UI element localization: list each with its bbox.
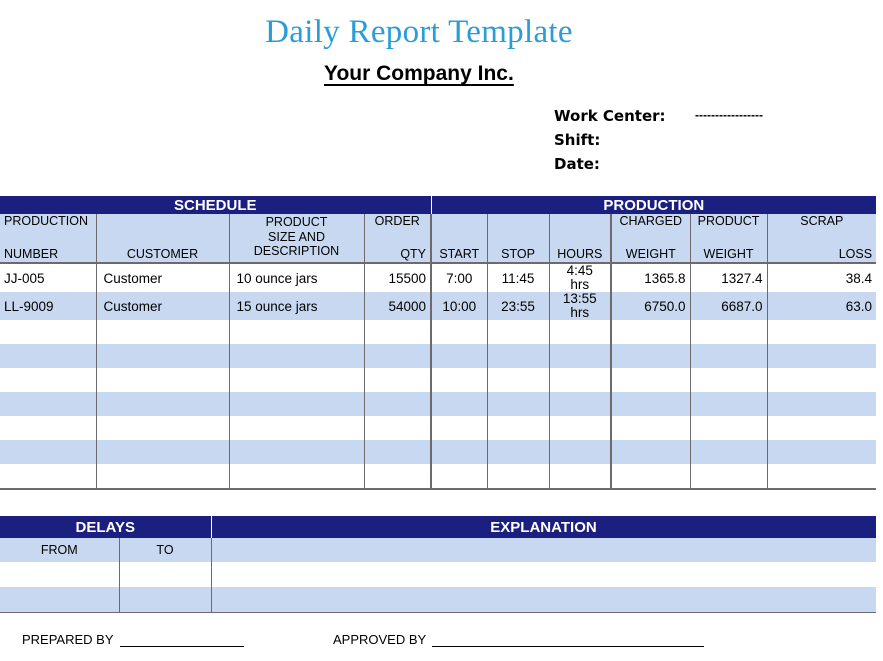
empty-cell[interactable] [96,440,229,464]
empty-cell[interactable] [229,344,364,368]
delay-from-cell[interactable] [0,562,119,587]
empty-cell[interactable] [767,440,876,464]
work-center-label: Work Center: [554,107,666,125]
cell-customer[interactable]: Customer [96,263,229,292]
cell-start[interactable]: 7:00 [431,263,487,292]
cell-scrap-loss[interactable]: 38.4 [767,263,876,292]
header-customer-label: CUSTOMER [126,247,199,261]
empty-cell[interactable] [549,368,611,392]
header-stop [487,214,549,263]
empty-cell[interactable] [431,464,487,489]
header-from: FROM [0,538,119,562]
empty-cell[interactable] [431,416,487,440]
empty-cell[interactable] [487,368,549,392]
cell-scrap-loss[interactable]: 63.0 [767,292,876,320]
empty-cell[interactable] [767,464,876,489]
production-section-header: PRODUCTION [431,196,876,214]
empty-cell[interactable] [767,416,876,440]
empty-cell[interactable] [487,416,549,440]
header-charged-weight-line2: WEIGHT [625,247,676,261]
empty-cell[interactable] [690,440,767,464]
empty-cell[interactable] [549,320,611,344]
empty-cell[interactable] [96,392,229,416]
empty-cell[interactable] [431,368,487,392]
cell-production-number[interactable]: JJ-005 [0,263,96,292]
empty-cell[interactable] [767,392,876,416]
header-product-line1: PRODUCT [265,215,328,229]
header-product-weight [690,214,767,263]
empty-cell[interactable] [431,344,487,368]
empty-row [0,392,876,416]
empty-cell[interactable] [96,464,229,489]
empty-cell[interactable] [549,464,611,489]
empty-cell[interactable] [229,320,364,344]
empty-cell[interactable] [611,320,690,344]
cell-customer[interactable]: Customer [96,292,229,320]
delays-section-header: DELAYS [0,516,211,538]
header-product-line3: DESCRIPTION [253,244,340,258]
empty-cell[interactable] [487,440,549,464]
empty-cell[interactable] [549,416,611,440]
empty-cell[interactable] [96,344,229,368]
cell-hours-value: 4:45 [566,263,593,278]
empty-cell[interactable] [96,368,229,392]
empty-cell[interactable] [611,368,690,392]
header-scrap-loss-line1: SCRAP [800,214,844,228]
header-charged-weight [611,214,690,263]
header-product-weight-line2: WEIGHT [703,247,754,261]
empty-cell[interactable] [690,344,767,368]
delay-to-cell[interactable] [119,587,211,613]
cell-hours[interactable] [549,292,611,320]
empty-cell[interactable] [487,344,549,368]
empty-cell[interactable] [229,368,364,392]
empty-cell[interactable] [611,344,690,368]
cell-production-number[interactable]: LL-9009 [0,292,96,320]
cell-product[interactable]: 10 ounce jars [229,263,364,292]
empty-cell[interactable] [364,368,431,392]
empty-cell[interactable] [767,344,876,368]
prepared-by [22,632,244,647]
empty-cell[interactable] [431,320,487,344]
header-stop-label: STOP [501,247,535,261]
empty-row [0,440,876,464]
prepared-by-label: PREPARED BY [22,632,114,647]
header-hours-label: HOURS [557,247,603,261]
delay-row [0,562,876,587]
empty-cell[interactable] [364,392,431,416]
header-to: TO [119,538,211,562]
delays-table [0,516,877,613]
empty-row [0,368,876,392]
empty-cell[interactable] [431,392,487,416]
production-schedule-table [0,196,876,490]
cell-product-weight[interactable]: 1327.4 [690,263,767,292]
empty-cell[interactable] [229,440,364,464]
report-title: Daily Report Template [265,14,573,50]
empty-cell[interactable] [0,464,96,489]
table-row [0,292,876,320]
prepared-by-signature-line[interactable] [120,646,244,647]
header-order-qty [364,214,431,263]
header-production-number-line1: PRODUCTION [4,214,89,228]
cell-order-qty[interactable]: 15500 [364,263,431,292]
approved-by-signature-line[interactable] [432,646,704,647]
empty-cell[interactable] [690,392,767,416]
empty-cell[interactable] [0,344,96,368]
empty-cell[interactable] [487,464,549,489]
explanation-section-header: EXPLANATION [211,516,876,538]
cell-product-weight[interactable]: 6687.0 [690,292,767,320]
table-row [0,263,876,292]
header-explanation-blank [211,538,876,562]
cell-stop[interactable]: 23:55 [487,292,549,320]
cell-charged-weight[interactable]: 1365.8 [611,263,690,292]
empty-cell[interactable] [487,320,549,344]
shift-label: Shift: [554,131,601,149]
empty-cell[interactable] [690,320,767,344]
empty-cell[interactable] [611,440,690,464]
cell-hours-unit: hrs [570,305,590,320]
cell-hours-value: 13:55 [562,292,597,306]
delay-row [0,587,876,613]
empty-cell[interactable] [487,392,549,416]
empty-row [0,464,876,489]
work-center-value: ----------------- [695,108,763,122]
cell-order-qty[interactable]: 54000 [364,292,431,320]
empty-cell[interactable] [611,416,690,440]
empty-cell[interactable] [431,440,487,464]
header-order-qty-line2: QTY [400,247,427,261]
empty-cell[interactable] [0,392,96,416]
empty-row [0,344,876,368]
empty-cell[interactable] [364,344,431,368]
empty-cell[interactable] [767,368,876,392]
cell-hours-unit: hrs [570,277,590,292]
header-order-qty-line1: ORDER [374,214,420,228]
delay-explanation-cell[interactable] [211,587,876,613]
empty-cell[interactable] [549,344,611,368]
cell-start[interactable]: 10:00 [431,292,487,320]
delay-to-cell[interactable] [119,562,211,587]
empty-cell[interactable] [364,416,431,440]
cell-charged-weight[interactable]: 6750.0 [611,292,690,320]
empty-cell[interactable] [364,440,431,464]
empty-cell[interactable] [611,392,690,416]
header-product [229,214,364,263]
cell-stop[interactable]: 11:45 [487,263,549,292]
cell-hours[interactable] [549,263,611,292]
header-start [431,214,487,263]
empty-row [0,320,876,344]
empty-cell[interactable] [229,392,364,416]
header-production-number-line2: NUMBER [4,247,59,261]
empty-cell[interactable] [690,416,767,440]
empty-cell[interactable] [0,416,96,440]
header-start-label: START [439,247,480,261]
header-scrap-loss-line2: LOSS [838,247,873,261]
empty-cell[interactable] [96,416,229,440]
empty-cell[interactable] [690,464,767,489]
empty-cell[interactable] [229,464,364,489]
empty-cell[interactable] [549,392,611,416]
header-hours [549,214,611,263]
empty-cell[interactable] [229,416,364,440]
header-product-weight-line1: PRODUCT [697,214,760,228]
empty-cell[interactable] [611,464,690,489]
header-customer [96,214,229,263]
company-name: Your Company Inc. [324,62,514,85]
delay-from-cell[interactable] [0,587,119,613]
delay-explanation-cell[interactable] [211,562,876,587]
empty-cell[interactable] [364,320,431,344]
empty-cell[interactable] [549,440,611,464]
approved-by [333,632,704,647]
date-label: Date: [554,155,600,173]
empty-cell[interactable] [96,320,229,344]
empty-cell[interactable] [690,368,767,392]
empty-cell[interactable] [364,464,431,489]
header-charged-weight-line1: CHARGED [619,214,683,228]
header-product-line2: SIZE AND [268,229,325,244]
empty-cell[interactable] [0,440,96,464]
empty-cell[interactable] [0,320,96,344]
header-scrap-loss [767,214,876,263]
empty-row [0,416,876,440]
cell-product[interactable]: 15 ounce jars [229,292,364,320]
approved-by-label: APPROVED BY [333,632,427,647]
header-production-number [0,214,96,263]
schedule-section-header: SCHEDULE [0,196,431,214]
empty-cell[interactable] [0,368,96,392]
empty-cell[interactable] [767,320,876,344]
